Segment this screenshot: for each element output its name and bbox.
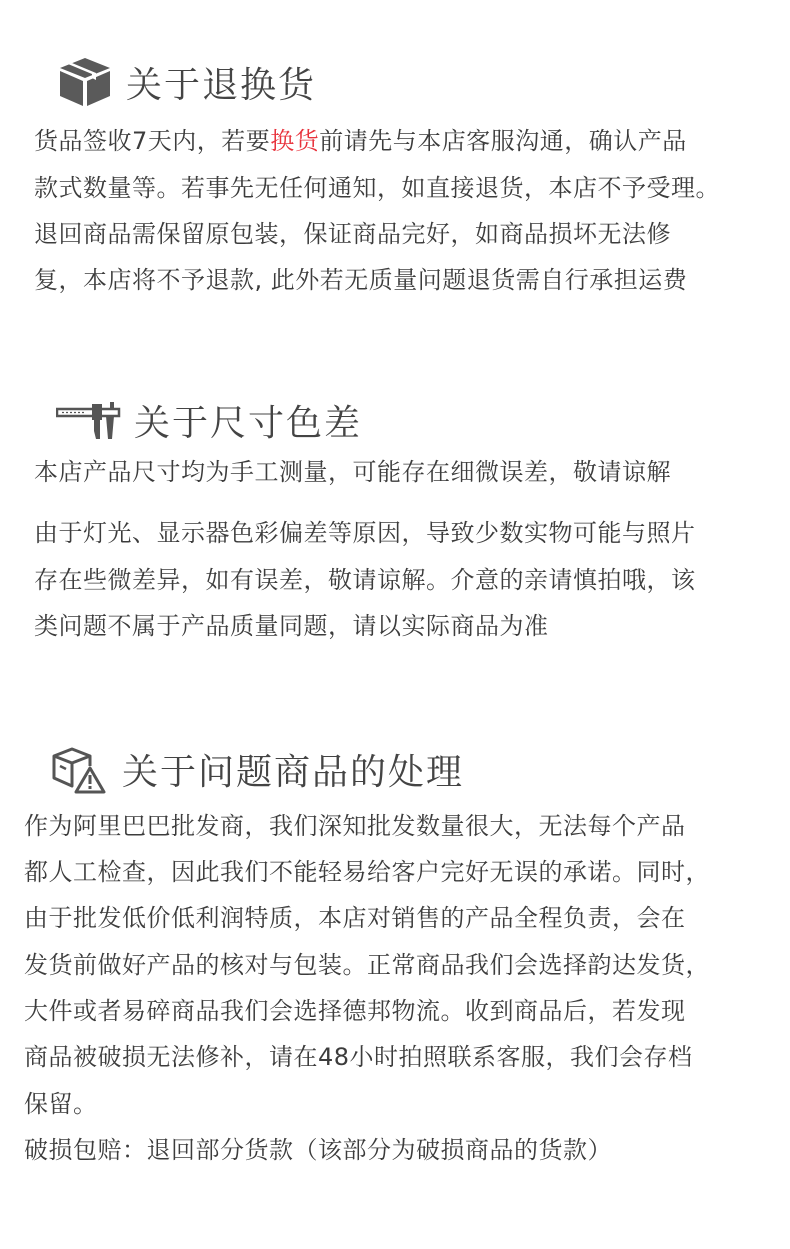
damage-line-5: 大件或者易碎商品我们会选择德邦物流。收到商品后，若发现 [24, 997, 686, 1025]
damage-line-7: 保留。 [24, 1090, 98, 1118]
damage-line-1: 作为阿里巴巴批发商，我们深知批发数量很大，无法每个产品 [24, 812, 686, 840]
returns-line-1 [34, 126, 687, 156]
returns-section-header [58, 56, 316, 108]
returns-line-3: 退回商品需保留原包装，保证商品完好，如商品损坏无法修 [34, 220, 671, 248]
damage-line-2: 都人工检查，因此我们不能轻易给客户完好无误的承诺。同时， [24, 858, 710, 886]
returns-line-1-text-b: 前请先与本店客服沟通，确认产品 [319, 127, 687, 155]
returns-line-1-text-a: 货品签收7天内，若要 [34, 127, 271, 155]
size-line-4: 类问题不属于产品质量同题，请以实际商品为准 [34, 612, 549, 640]
size-section-header [56, 395, 362, 446]
caliper-icon [56, 401, 122, 441]
damage-line-4: 发货前做好产品的核对与包装。正常商品我们会选择韵达发货， [24, 951, 710, 979]
damage-line-3: 由于批发低价低利润特质，本店对销售的产品全程负责，会在 [24, 904, 686, 932]
returns-line-2: 款式数量等。若事先无任何通知，如直接退货，本店不予受理。 [34, 174, 720, 202]
size-line-3: 存在些微差异，如有误差，敬请谅解。介意的亲请慎拍哦，该 [34, 566, 696, 594]
returns-line-4: 复，本店将不予退款, 此外若无质量问题退货需自行承担运费 [34, 266, 688, 294]
damage-line-6: 商品被破损无法修补，请在48小时拍照联系客服，我们会存档 [24, 1043, 693, 1071]
damage-compensation-line: 破损包赔：退回部分货款（该部分为破损商品的货款） [24, 1136, 612, 1164]
damage-section-header [52, 744, 464, 795]
size-line-2: 由于灯光、显示器色彩偏差等原因，导致少数实物可能与照片 [34, 519, 696, 547]
damaged-box-warning-icon [52, 746, 106, 794]
size-line-1: 本店产品尺寸均为手工测量，可能存在细微误差，敬请谅解 [34, 458, 671, 486]
size-title: 关于尺寸色差 [134, 403, 363, 444]
box-icon [58, 56, 112, 108]
exchange-highlight: 换货 [270, 127, 320, 155]
damage-title: 关于问题商品的处理 [122, 752, 465, 793]
returns-title: 关于退换货 [126, 64, 317, 106]
